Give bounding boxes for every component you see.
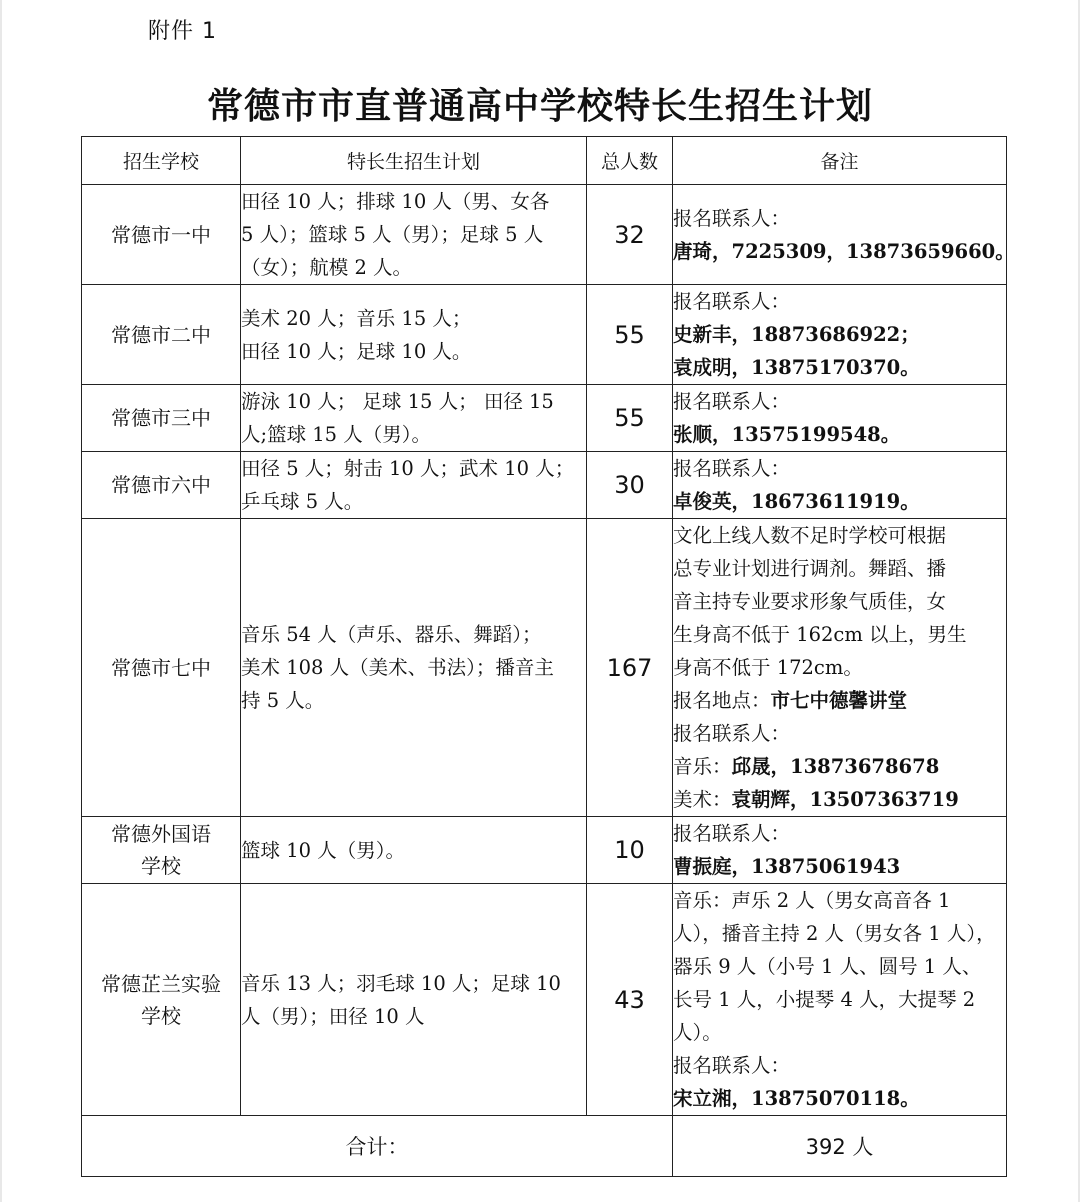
summary-row bbox=[82, 1116, 1007, 1177]
note-line-text: 报名联系人： bbox=[673, 457, 791, 480]
note-cell bbox=[673, 385, 1007, 452]
school-name-line: 常德市七中 bbox=[111, 655, 211, 680]
note-line-text: 袁成明，13875170370。 bbox=[673, 356, 920, 379]
plan-line: 游泳 10 人； 足球 15 人； 田径 15 bbox=[241, 390, 554, 413]
header-school: 招生学校 bbox=[82, 137, 241, 185]
note-line-text: 人），播音主持 2 人（男女各 1 人）， bbox=[673, 922, 996, 945]
note-line bbox=[673, 884, 1006, 917]
table-body bbox=[82, 185, 1015, 1116]
note-line bbox=[673, 318, 1006, 351]
note-line bbox=[673, 1016, 1006, 1049]
note-line bbox=[673, 850, 1006, 883]
note-line bbox=[673, 950, 1006, 983]
plan-line: 美术 108 人（美术、书法）；播音主 bbox=[241, 656, 554, 679]
note-line-text: 文化上线人数不足时学校可根据 bbox=[673, 524, 947, 547]
total-count-cell: 32 bbox=[587, 185, 673, 285]
note-line-text: 报名地点： bbox=[673, 689, 771, 712]
note-line-emphasis: 袁朝辉，13507363719 bbox=[731, 788, 959, 811]
note-line bbox=[673, 351, 1006, 384]
note-line-text: 器乐 9 人（小号 1 人、圆号 1 人、 bbox=[673, 955, 982, 978]
school-name-cell bbox=[82, 285, 241, 385]
school-name-line: 常德市六中 bbox=[111, 473, 211, 497]
plan-cell bbox=[241, 285, 587, 385]
total-count-cell: 43 bbox=[587, 884, 673, 1116]
plan-cell bbox=[241, 385, 587, 452]
note-line bbox=[673, 485, 1006, 518]
school-name-line: 常德芷兰实验 bbox=[101, 971, 221, 996]
note-line-text: 音乐： bbox=[673, 755, 732, 778]
table-row bbox=[82, 519, 1007, 817]
summary-label: 合计： bbox=[82, 1116, 673, 1177]
school-name-line: 学校 bbox=[141, 1003, 181, 1028]
note-cell bbox=[673, 884, 1007, 1116]
plan-cell bbox=[241, 185, 587, 285]
note-line-text: 史新丰，18873686922； bbox=[673, 323, 920, 346]
table-row bbox=[82, 285, 1007, 385]
header-note: 备注 bbox=[673, 137, 1007, 185]
plan-cell bbox=[241, 884, 587, 1116]
note-line-text: 生身高不低于 162cm 以上，男生 bbox=[673, 623, 967, 646]
table-row bbox=[82, 817, 1007, 884]
plan-cell bbox=[241, 519, 587, 817]
note-line-text: 唐琦，7225309，13873659660。 bbox=[673, 239, 1015, 263]
note-line bbox=[673, 552, 1006, 585]
plan-line: （女）；航模 2 人。 bbox=[241, 256, 413, 279]
school-name-line: 常德外国语 bbox=[111, 822, 211, 846]
plan-cell bbox=[241, 817, 587, 884]
plan-line: 人;篮球 15 人（男）。 bbox=[241, 423, 432, 446]
note-cell bbox=[673, 452, 1007, 519]
total-count-cell: 167 bbox=[587, 519, 673, 817]
plan-line: 乒乓球 5 人。 bbox=[241, 490, 364, 513]
school-name-cell bbox=[82, 519, 241, 817]
note-line bbox=[673, 285, 1006, 318]
note-line-text: 音乐：声乐 2 人（男女高音各 1 bbox=[673, 889, 951, 912]
note-line bbox=[673, 717, 1006, 750]
note-line bbox=[673, 783, 1006, 816]
plan-line: 美术 20 人；音乐 15 人； bbox=[241, 306, 472, 330]
note-line-text: 报名联系人： bbox=[673, 390, 791, 413]
total-count-cell: 55 bbox=[587, 285, 673, 385]
table-row bbox=[82, 185, 1007, 285]
note-cell bbox=[673, 285, 1007, 385]
note-line bbox=[673, 983, 1006, 1016]
plan-line: 音乐 13 人；羽毛球 10 人；足球 10 bbox=[241, 971, 561, 995]
school-name-cell bbox=[82, 385, 241, 452]
school-name-line: 学校 bbox=[141, 854, 181, 878]
plan-line: 篮球 10 人（男）。 bbox=[241, 838, 405, 862]
attachment-label: 附件 1 bbox=[148, 19, 217, 44]
note-line-text: 报名联系人： bbox=[673, 206, 791, 230]
note-line-text: 宋立湘，13875070118。 bbox=[673, 1087, 920, 1110]
summary-value: 392 人 bbox=[673, 1116, 1007, 1177]
note-cell bbox=[673, 185, 1015, 285]
note-line-text: 音主持专业要求形象气质佳，女 bbox=[673, 590, 947, 613]
note-line-text: 报名联系人： bbox=[673, 290, 791, 313]
note-cell bbox=[673, 817, 1007, 884]
school-name-cell bbox=[82, 452, 241, 519]
note-line bbox=[673, 1082, 1006, 1115]
table-row bbox=[82, 884, 1007, 1116]
school-name-line: 常德市三中 bbox=[111, 406, 211, 430]
note-line bbox=[673, 385, 1006, 418]
note-line-text: 曹振庭，13875061943 bbox=[673, 855, 901, 878]
header-plan: 特长生招生计划 bbox=[241, 137, 587, 185]
note-line-text: 报名联系人： bbox=[673, 1054, 791, 1077]
plan-line: 田径 10 人；足球 10 人。 bbox=[241, 339, 472, 363]
note-line bbox=[673, 585, 1006, 618]
note-line bbox=[673, 1049, 1006, 1082]
note-line bbox=[673, 618, 1006, 651]
note-line-text: 长号 1 人，小提琴 4 人，大提琴 2 bbox=[673, 988, 976, 1011]
note-line bbox=[673, 452, 1006, 485]
note-line-text: 人）。 bbox=[673, 1021, 722, 1044]
plan-line: 音乐 54 人（声乐、器乐、舞蹈）； bbox=[241, 623, 542, 646]
total-count-cell: 55 bbox=[587, 385, 673, 452]
page-edge-left bbox=[0, 0, 2, 1202]
plan-line: 持 5 人。 bbox=[241, 689, 325, 712]
table-header-row bbox=[82, 137, 1007, 185]
note-line bbox=[673, 235, 1015, 268]
note-line bbox=[673, 817, 1006, 850]
school-name-cell bbox=[82, 185, 241, 285]
admission-plan-table bbox=[81, 136, 1015, 1177]
note-line bbox=[673, 651, 1006, 684]
note-line-text: 身高不低于 172cm。 bbox=[673, 656, 863, 679]
note-line-text: 总专业计划进行调剂。舞蹈、播 bbox=[673, 557, 947, 580]
note-line-text: 报名联系人： bbox=[673, 722, 791, 745]
school-name-cell bbox=[82, 884, 241, 1116]
total-count-cell: 10 bbox=[587, 817, 673, 884]
table-row bbox=[82, 385, 1007, 452]
note-line-text: 张顺，13575199548。 bbox=[673, 423, 901, 446]
plan-cell bbox=[241, 452, 587, 519]
note-line bbox=[673, 917, 1006, 950]
plan-line: 人（男）；田径 10 人 bbox=[241, 1004, 425, 1028]
total-count-cell: 30 bbox=[587, 452, 673, 519]
note-line bbox=[673, 750, 1006, 783]
note-line-emphasis: 市七中德馨讲堂 bbox=[770, 689, 908, 712]
note-line bbox=[673, 418, 1006, 451]
note-line-text: 卓俊英，18673611919。 bbox=[673, 490, 920, 513]
plan-line: 田径 5 人；射击 10 人；武术 10 人； bbox=[241, 457, 575, 480]
plan-line: 5 人）；篮球 5 人（男）；足球 5 人 bbox=[241, 223, 544, 246]
header-total: 总人数 bbox=[587, 137, 673, 185]
school-name-line: 常德市二中 bbox=[111, 322, 211, 347]
note-line bbox=[673, 519, 1006, 552]
note-line bbox=[673, 684, 1006, 717]
school-name-line: 常德市一中 bbox=[111, 222, 211, 247]
note-cell bbox=[673, 519, 1007, 817]
table-row bbox=[82, 452, 1007, 519]
school-name-cell bbox=[82, 817, 241, 884]
plan-line: 田径 10 人；排球 10 人（男、女各 bbox=[241, 190, 550, 213]
note-line-text: 报名联系人： bbox=[673, 822, 791, 845]
note-line-emphasis: 邱晟，13873678678 bbox=[731, 755, 940, 778]
note-line-text: 美术： bbox=[673, 788, 732, 811]
note-line bbox=[673, 202, 1006, 235]
page-title: 常德市市直普通高中学校特长生招生计划 bbox=[206, 86, 873, 127]
